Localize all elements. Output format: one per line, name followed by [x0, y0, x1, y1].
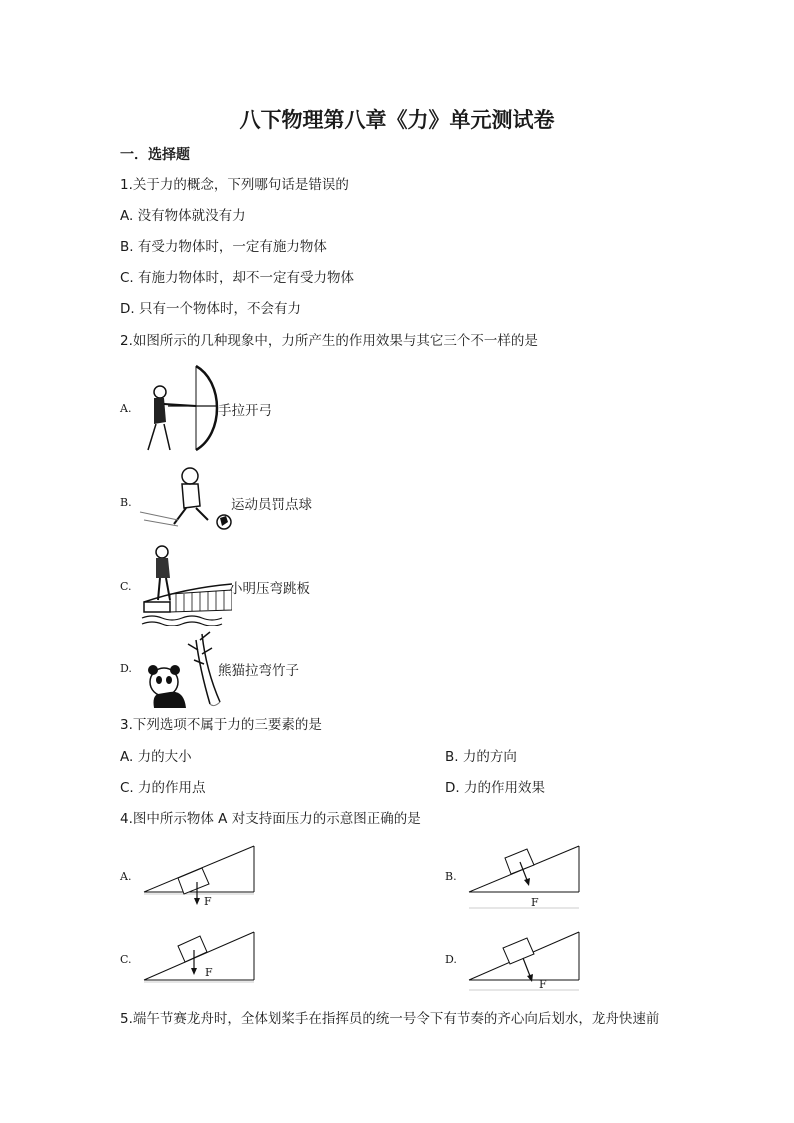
- q1-option-d: D. 只有一个物体时，不会有力: [120, 301, 301, 317]
- q1-option-a: A. 没有物体就没有力: [120, 208, 246, 224]
- q2-caption-d: 熊猫拉弯竹子: [218, 663, 299, 679]
- question-3-stem: 3.下列选项不属于力的三要素的是: [120, 717, 322, 733]
- q2-label-b: B.: [120, 496, 132, 509]
- springboard-figure: [140, 544, 232, 626]
- q4-label-b: B.: [445, 870, 457, 883]
- question-5-stem: 5.端午节赛龙舟时，全体划桨手在指挥员的统一号令下有节奏的齐心向后划水，龙舟快速前: [120, 1011, 660, 1027]
- q2-label-c: C.: [120, 580, 132, 593]
- q2-label-d: D.: [120, 662, 132, 675]
- incline-diagram-c: [140, 928, 260, 994]
- q4-force-label-d: F: [539, 978, 547, 991]
- q2-caption-c: 小明压弯跳板: [229, 581, 310, 597]
- panda-bamboo-figure: [140, 630, 230, 712]
- section-title: 一．选择题: [120, 147, 190, 163]
- incline-diagram-d: [465, 928, 585, 994]
- q2-caption-a: 手拉开弓: [218, 403, 272, 419]
- q1-option-b: B. 有受力物体时，一定有施力物体: [120, 239, 327, 255]
- q3-option-a: A. 力的大小: [120, 749, 192, 765]
- q3-option-c: C. 力的作用点: [120, 780, 206, 796]
- q4-force-label-b: F: [531, 896, 539, 909]
- q4-label-a: A.: [120, 870, 132, 883]
- q2-caption-b: 运动员罚点球: [231, 497, 312, 513]
- page-title: 八下物理第八章《力》单元测试卷: [239, 107, 555, 132]
- q3-option-d: D. 力的作用效果: [445, 780, 545, 796]
- question-4-stem: 4.图中所示物体 A 对支持面压力的示意图正确的是: [120, 811, 421, 827]
- q3-option-b: B. 力的方向: [445, 749, 517, 765]
- q2-label-a: A.: [120, 402, 132, 415]
- q4-force-label-c: F: [205, 966, 213, 979]
- q4-force-label-a: F: [204, 895, 212, 908]
- incline-diagram-a: [140, 844, 260, 910]
- incline-diagram-b: [465, 844, 585, 910]
- q4-label-d: D.: [445, 953, 457, 966]
- question-1-stem: 1.关于力的概念，下列哪句话是错误的: [120, 177, 349, 193]
- question-2-stem: 2.如图所示的几种现象中，力所产生的作用效果与其它三个不一样的是: [120, 333, 538, 349]
- soccer-player-figure: [138, 464, 234, 536]
- q4-label-c: C.: [120, 953, 132, 966]
- archer-figure: [140, 362, 220, 454]
- q1-option-c: C. 有施力物体时，却不一定有受力物体: [120, 270, 355, 286]
